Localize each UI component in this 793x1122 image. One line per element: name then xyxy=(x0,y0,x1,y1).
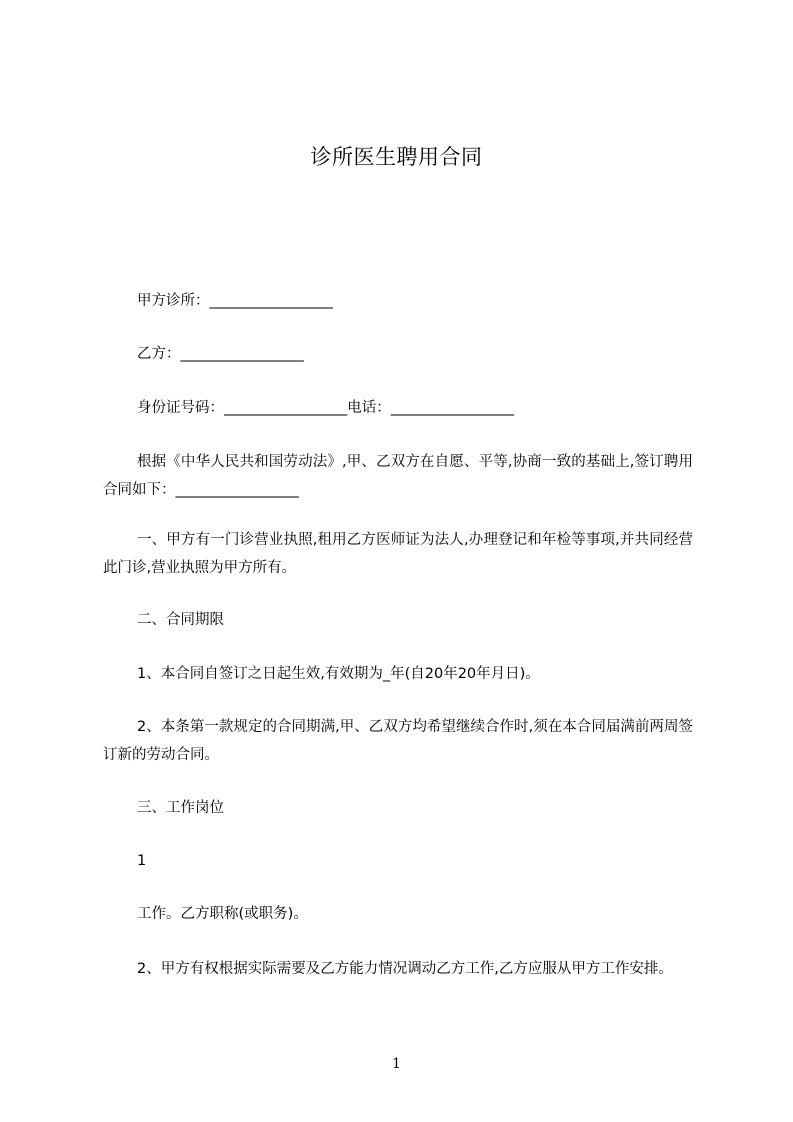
id-phone-line: 身份证号码：_________________电话：_________________ xyxy=(137,400,514,416)
section-2-heading: 二、合同期限 xyxy=(137,612,224,628)
section-3-item-1-text: 工作。乙方职称(或职务)。 xyxy=(137,906,308,922)
party-b-line: 乙方：_________________ xyxy=(137,346,304,362)
section-3-item-1-number: 1 xyxy=(137,853,147,869)
party-a-line: 甲方诊所：_________________ xyxy=(137,293,333,309)
section-2-item-1: 1、本合同自签订之日起生效,有效期为_年(自20年20年月日)。 xyxy=(137,666,540,682)
section-3-heading: 三、工作岗位 xyxy=(137,800,224,816)
section-2-item-2: 2、本条第一款规定的合同期满,甲、乙双方均希望继续合作时,须在本合同届满前两周签订新的劳动合同。 xyxy=(103,719,693,763)
section-3-item-2: 2、甲方有权根据实际需要及乙方能力情况调动乙方工作,乙方应服从甲方工作安排。 xyxy=(137,961,673,977)
intro-paragraph: 根据《中华人民共和国劳动法》,甲、乙双方在自愿、平等,协商一致的基础上,签订聘用合同如下：_________________ xyxy=(103,454,693,498)
clause-1-paragraph: 一、甲方有一门诊营业执照,租用乙方医师证为法人,办理登记和年检等事项,并共同经营此门诊,营业执照为甲方所有。 xyxy=(103,532,693,576)
document-title: 诊所医生聘用合同 xyxy=(310,145,483,169)
page-number: 1 xyxy=(392,1056,401,1072)
